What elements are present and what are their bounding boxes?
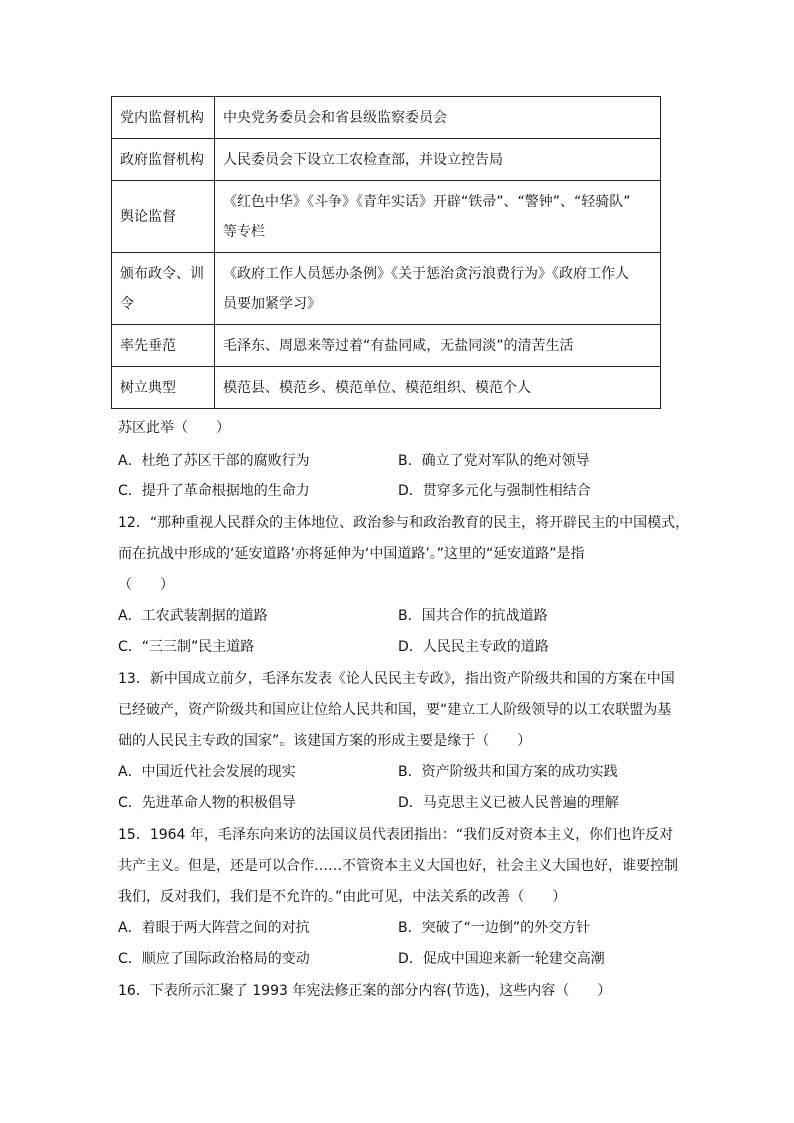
row-content-line: 员要加紧学习》 <box>223 295 321 312</box>
q13-option-c[interactable]: C．先进革命人物的积极倡导 <box>118 795 296 811</box>
q12-option-a[interactable]: A．工农武装割据的道路 <box>118 608 268 624</box>
row-content: 毛泽东、周恩来等过着“有盐同咸，无盐同淡”的清苦生活 <box>215 325 661 367</box>
q11-option-c[interactable]: C．提升了革命根据地的生命力 <box>118 483 310 499</box>
q13-stem-line: 础的人民民主专政的国家”。该建国方案的形成主要是缘于（ ） <box>118 733 532 749</box>
q13-stem-line: 已经破产，资产阶级共和国应让位给人民共和国，要“建立工人阶级领导的以工农联盟为基 <box>118 702 672 718</box>
q15-stem-line: 我们，反对我们，我们是不允许的。”由此可见，中法关系的改善（ ） <box>118 889 567 905</box>
q15-option-d[interactable]: D．促成中国迎来新一轮建交高潮 <box>398 951 605 967</box>
table-row <box>112 253 661 325</box>
q15-option-b[interactable]: B．突破了“一边倒”的外交方针 <box>398 920 591 936</box>
q16-stem-line: 16．下表所示汇聚了 1993 年宪法修正案的部分内容(节选)，这些内容（ ） <box>118 983 612 999</box>
row-content: 人民委员会下设立工农检查部，并设立控告局 <box>215 139 661 181</box>
table-row <box>112 325 661 367</box>
row-content: 中央党务委员会和省县级监察委员会 <box>215 97 661 139</box>
row-label: 党内监督机构 <box>112 97 215 139</box>
row-content <box>215 253 661 325</box>
row-content-line: 《红色中华》《斗争》《青年实话》开辟“铁帚”、“警钟”、“轻骑队” <box>223 193 631 210</box>
q13-option-a[interactable]: A．中国近代社会发展的现实 <box>118 764 296 780</box>
q11-option-d[interactable]: D．贯穿多元化与强制性相结合 <box>398 483 591 499</box>
row-label: 政府监督机构 <box>112 139 215 181</box>
row-content <box>215 181 661 253</box>
table-row <box>112 367 661 409</box>
row-label-line: 颁布政令、训 <box>120 265 204 282</box>
row-content-line: 《政府工作人员惩办条例》《关于惩治贪污浪费行为》《政府工作人 <box>223 265 629 282</box>
supervision-table <box>111 96 661 409</box>
q11-stem: 苏区此举（ ） <box>118 420 230 436</box>
q13-stem-line: 13．新中国成立前夕，毛泽东发表《论人民民主专政》，指出资产阶级共和国的方案在中国 <box>118 671 675 687</box>
q13-option-b[interactable]: B．资产阶级共和国方案的成功实践 <box>398 764 618 780</box>
row-content-line: 等专栏 <box>223 223 265 240</box>
q12-option-c[interactable]: C．“三三制”民主道路 <box>118 639 255 655</box>
q15-stem-line: 15．1964 年，毛泽东向来访的法国议员代表团指出：“我们反对资本主义，你们也许反对 <box>118 827 674 843</box>
q12-option-b[interactable]: B．国共合作的抗战道路 <box>398 608 548 624</box>
row-label: 率先垂范 <box>112 325 215 367</box>
q12-stem-line: （ ） <box>118 577 174 593</box>
q12-stem-line: 12．“那种重视人民群众的主体地位、政治参与和政治教育的民主，将开辟民主的中国模式， <box>118 515 690 531</box>
q12-stem-line: 而在抗战中形成的‘延安道路’亦将延伸为‘中国道路’。”这里的“延安道路”是指 <box>118 546 585 562</box>
row-content: 模范县、模范乡、模范单位、模范组织、模范个人 <box>215 367 661 409</box>
q15-stem-line: 共产主义。但是，还是可以合作……不管资本主义大国也好，社会主义大国也好，谁要控制 <box>118 858 678 874</box>
q11-option-a[interactable]: A．杜绝了苏区干部的腐败行为 <box>118 453 310 469</box>
q13-option-d[interactable]: D．马克思主义已被人民普遍的理解 <box>398 795 619 811</box>
table-row <box>112 139 661 181</box>
row-label <box>112 253 215 325</box>
table-row <box>112 97 661 139</box>
row-label: 舆论监督 <box>112 181 215 253</box>
q15-option-c[interactable]: C．顺应了国际政治格局的变动 <box>118 951 310 967</box>
row-label-line: 令 <box>120 295 134 312</box>
q12-option-d[interactable]: D．人民民主专政的道路 <box>398 639 549 655</box>
q15-option-a[interactable]: A．着眼于两大阵营之间的对抗 <box>118 920 310 936</box>
table-row <box>112 181 661 253</box>
q11-option-b[interactable]: B．确立了党对军队的绝对领导 <box>398 453 590 469</box>
row-label: 树立典型 <box>112 367 215 409</box>
